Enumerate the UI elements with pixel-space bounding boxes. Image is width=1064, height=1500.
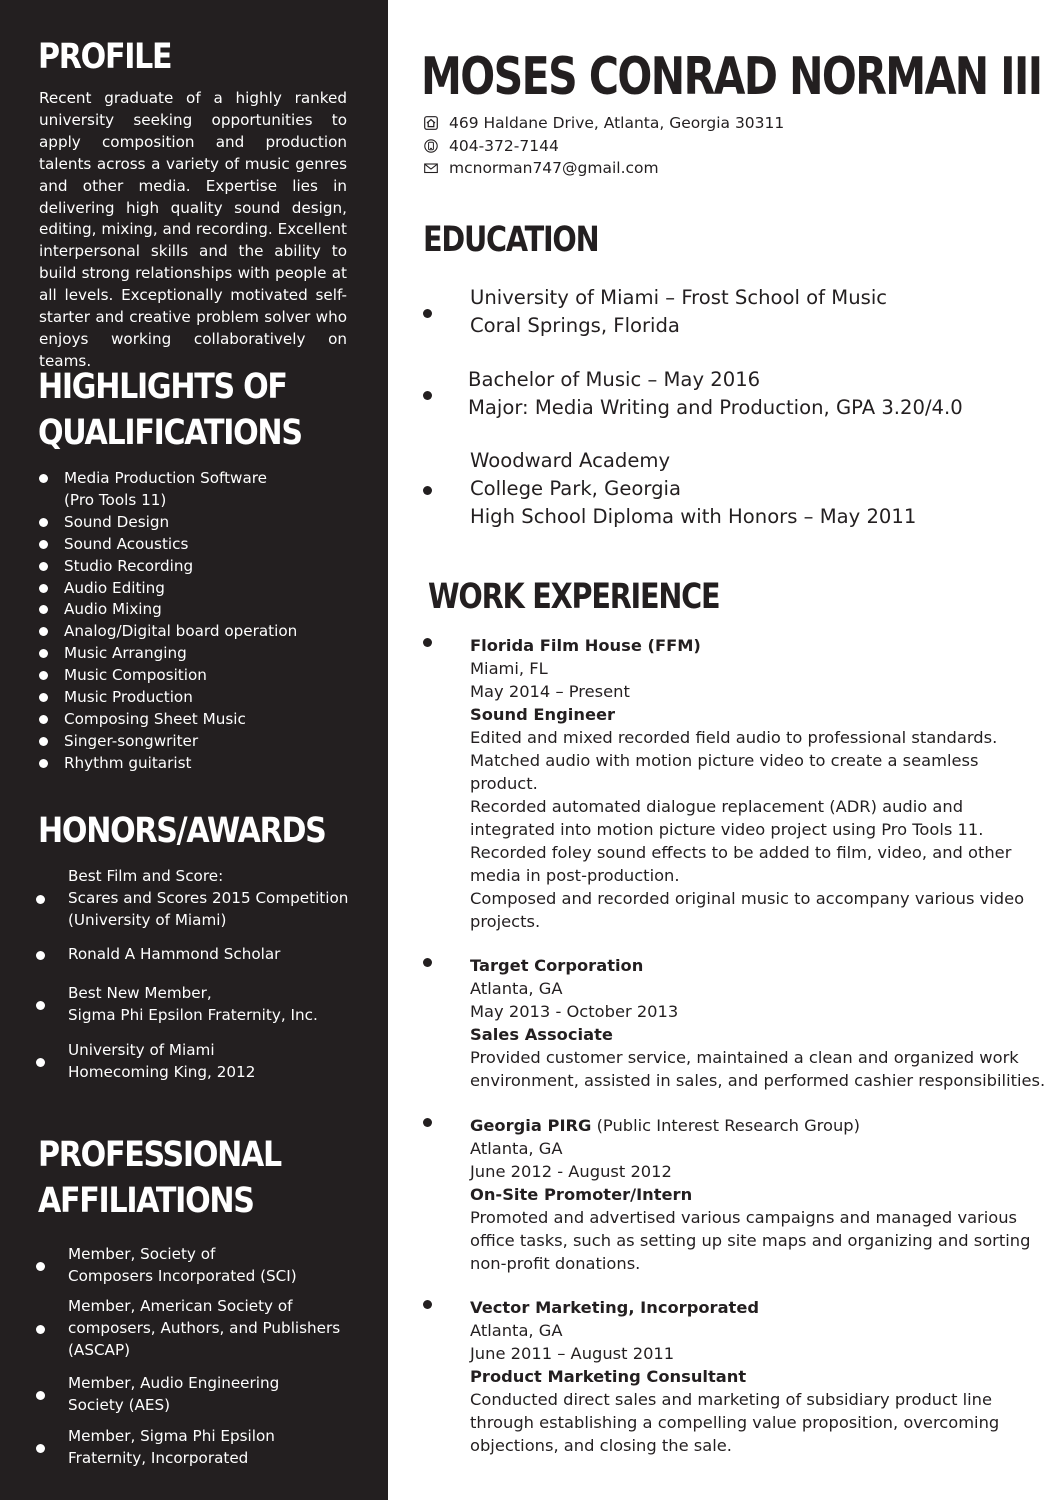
- bullet-icon: [36, 1325, 45, 1334]
- bullet-icon: [423, 486, 432, 495]
- bullet-icon: [39, 584, 48, 593]
- bullet-icon: [36, 1058, 45, 1067]
- job-line: Promoted and advertised various campaigns and managed various: [470, 1208, 1018, 1227]
- job-dates: May 2014 – Present: [470, 682, 630, 701]
- education-line: High School Diploma with Honors – May 2011: [470, 505, 917, 528]
- affiliation-line: Composers Incorporated (SCI): [68, 1266, 297, 1285]
- job-dates: June 2011 – August 2011: [470, 1344, 675, 1363]
- education-heading: EDUCATION: [423, 220, 599, 260]
- job-company: Florida Film House (FFM): [470, 636, 701, 655]
- envelope-icon: [424, 161, 438, 175]
- highlights-list: [38, 468, 368, 775]
- highlights-heading: [38, 364, 302, 456]
- job-line: non-profit donations.: [470, 1254, 641, 1273]
- list-item: [38, 578, 368, 600]
- list-item: [38, 599, 368, 621]
- job-line: environment, assisted in sales, and performed cashier responsibilities.: [470, 1071, 1046, 1090]
- job-company-line: [470, 1114, 1040, 1137]
- list-item: [38, 753, 368, 775]
- job-line: Recorded foley sound effects to be added to film, video, and other: [470, 843, 1012, 862]
- bullet-icon: [39, 759, 48, 768]
- highlight-text: Studio Recording: [64, 556, 194, 575]
- contact-address: [424, 112, 784, 135]
- affiliations-heading-line-2: AFFILIATIONS: [38, 1181, 254, 1221]
- bullet-icon: [423, 391, 432, 400]
- bullet-icon: [39, 737, 48, 746]
- highlight-text: Singer-songwriter: [64, 731, 199, 750]
- education-line: University of Miami – Frost School of Music: [470, 286, 888, 309]
- phone-icon: [424, 139, 438, 153]
- education-line: Bachelor of Music – May 2016: [468, 368, 761, 391]
- bullet-icon: [39, 693, 48, 702]
- education-line: Major: Media Writing and Production, GPA 3.20/4.0: [468, 396, 963, 419]
- job-line: Matched audio with motion picture video to create a seamless: [470, 751, 979, 770]
- affiliation-line: Member, Sigma Phi Epsilon: [68, 1427, 275, 1445]
- list-item: [38, 687, 368, 709]
- phone-text: 404-372-7144: [449, 136, 559, 155]
- profile-heading: PROFILE: [38, 37, 172, 77]
- bullet-icon: [39, 562, 48, 571]
- job-line: integrated into motion picture video project using Pro Tools 11.: [470, 820, 984, 839]
- affiliation-line: Member, Audio Engineering: [68, 1374, 280, 1392]
- list-item: [38, 534, 368, 556]
- job-title: Sales Associate: [470, 1025, 613, 1044]
- list-item: [38, 468, 368, 512]
- honor-line: Best New Member,: [68, 984, 212, 1002]
- highlight-text: Music Production: [64, 688, 193, 707]
- honor-line: Sigma Phi Epsilon Fraternity, Inc.: [68, 1005, 318, 1024]
- affiliation-line: Member, American Society of: [68, 1297, 293, 1315]
- bullet-icon: [36, 1001, 45, 1010]
- highlight-text: Sound Acoustics: [64, 534, 189, 553]
- affiliations-heading-line-1: PROFESSIONAL: [38, 1135, 281, 1175]
- affiliation-line: (ASCAP): [68, 1340, 131, 1359]
- address-text: 469 Haldane Drive, Atlanta, Georgia 30311: [449, 114, 785, 132]
- bullet-icon: [423, 309, 432, 318]
- bullet-icon: [39, 627, 48, 636]
- home-icon: [424, 116, 438, 130]
- bullet-icon: [36, 1391, 45, 1400]
- job-line: media in post-production.: [470, 866, 680, 885]
- email-text[interactable]: mcnorman747@gmail.com: [449, 159, 659, 177]
- education-line: Woodward Academy: [470, 449, 671, 472]
- bullet-icon: [36, 895, 45, 904]
- bullet-icon: [39, 649, 48, 658]
- job-line: product.: [470, 774, 538, 793]
- contact-email: [424, 157, 784, 180]
- list-item: [38, 556, 368, 578]
- highlights-heading-line-1: HIGHLIGHTS OF: [38, 367, 287, 407]
- job-line: office tasks, such as setting up site maps and organizing and sorting: [470, 1231, 1031, 1250]
- honor-line: Homecoming King, 2012: [68, 1062, 256, 1081]
- sidebar: [0, 0, 388, 1500]
- bullet-icon: [39, 671, 48, 680]
- bullet-icon: [36, 951, 45, 960]
- list-item: [36, 1040, 376, 1084]
- highlight-text: Audio Mixing: [64, 600, 162, 619]
- job-location: Miami, FL: [470, 659, 548, 678]
- honor-line: Ronald A Hammond Scholar: [68, 945, 281, 963]
- job-line: through establishing a compelling value proposition, overcoming: [470, 1413, 1000, 1432]
- highlights-heading-line-2: QUALIFICATIONS: [38, 413, 302, 453]
- job-title: On-Site Promoter/Intern: [470, 1185, 693, 1204]
- bullet-icon: [423, 1118, 432, 1127]
- list-item: [36, 866, 376, 932]
- bullet-icon: [39, 715, 48, 724]
- list-item: [38, 512, 368, 534]
- list-item: [38, 709, 368, 731]
- job-dates: May 2013 - October 2013: [470, 1002, 679, 1021]
- job-company: Georgia PIRG: [470, 1116, 592, 1135]
- bullet-icon: [423, 958, 432, 967]
- affiliation-line: Society (AES): [68, 1395, 171, 1414]
- highlight-text: Music Arranging: [64, 644, 187, 663]
- job-company: Target Corporation: [470, 956, 644, 975]
- contact-block: [424, 112, 784, 180]
- job-line: Conducted direct sales and marketing of subsidiary product line: [470, 1390, 993, 1409]
- list-item: [38, 643, 368, 665]
- honor-line: (University of Miami): [68, 910, 227, 929]
- job-title: Product Marketing Consultant: [470, 1367, 747, 1386]
- job-line: Edited and mixed recorded field audio to professional standards.: [470, 728, 998, 747]
- job-location: Atlanta, GA: [470, 979, 563, 998]
- highlight-text: Sound Design: [64, 512, 170, 531]
- list-item: [36, 1296, 376, 1362]
- honor-line: Scares and Scores 2015 Competition: [68, 888, 349, 907]
- bullet-icon: [39, 474, 48, 483]
- list-item: [36, 944, 376, 966]
- affiliations-heading: [38, 1132, 281, 1224]
- bullet-icon: [36, 1444, 45, 1453]
- bullet-icon: [39, 518, 48, 527]
- highlight-text: Analog/Digital board operation: [64, 622, 298, 641]
- job-line: Recorded automated dialogue replacement (ADR) audio and: [470, 797, 964, 816]
- highlight-text: Composing Sheet Music: [64, 709, 246, 728]
- job-company: Vector Marketing, Incorporated: [470, 1298, 760, 1317]
- bullet-icon: [39, 540, 48, 549]
- job-company-note: (Public Interest Research Group): [591, 1116, 860, 1135]
- affiliation-line: Member, Society of: [68, 1245, 216, 1263]
- honor-line: Best Film and Score:: [68, 867, 224, 885]
- list-item: [38, 621, 368, 643]
- job-location: Atlanta, GA: [470, 1321, 563, 1340]
- highlight-text: Rhythm guitarist: [64, 753, 192, 772]
- highlight-subtext: (Pro Tools 11): [64, 490, 167, 509]
- job-location: Atlanta, GA: [470, 1139, 563, 1158]
- job-dates: June 2012 - August 2012: [470, 1162, 672, 1181]
- affiliation-line: composers, Authors, and Publishers: [68, 1318, 341, 1337]
- bullet-icon: [423, 1300, 432, 1309]
- work-heading: WORK EXPERIENCE: [428, 577, 720, 617]
- contact-phone: [424, 135, 784, 158]
- list-item: [38, 665, 368, 687]
- bullet-icon: [423, 638, 432, 647]
- list-item: [36, 983, 376, 1027]
- job-line: Composed and recorded original music to accompany various video: [470, 889, 1025, 908]
- honor-line: University of Miami: [68, 1041, 215, 1059]
- bullet-icon: [36, 1262, 45, 1271]
- education-line: Coral Springs, Florida: [470, 314, 680, 337]
- job-line: projects.: [470, 912, 541, 931]
- job-title: Sound Engineer: [470, 705, 616, 724]
- candidate-name: MOSES CONRAD NORMAN III: [421, 47, 1042, 107]
- list-item: [36, 1244, 376, 1288]
- highlight-text: Audio Editing: [64, 578, 165, 597]
- education-line: College Park, Georgia: [470, 477, 681, 500]
- list-item: [38, 731, 368, 753]
- highlight-text: Music Composition: [64, 666, 207, 685]
- list-item: [36, 1373, 376, 1417]
- affiliation-line: Fraternity, Incorporated: [68, 1448, 249, 1467]
- highlight-text: Media Production Software: [64, 469, 268, 487]
- honors-heading: HONORS/AWARDS: [38, 811, 326, 851]
- job-line: Provided customer service, maintained a clean and organized work: [470, 1048, 1019, 1067]
- job-line: objections, and closing the sale.: [470, 1436, 732, 1455]
- bullet-icon: [39, 605, 48, 614]
- list-item: [36, 1426, 376, 1470]
- profile-text: Recent graduate of a highly ranked university seeking opportunities to apply composition and production talents across a variety of music genres and other media. Expertise lies in delivering high quality sound design, editing, mixing, and recording. Excellent interpersonal skills and the ability to build strong relationships with people at all levels. Exceptionally motivated self-starter and creative problem solver who enjoys working collaboratively on teams.: [39, 89, 347, 370]
